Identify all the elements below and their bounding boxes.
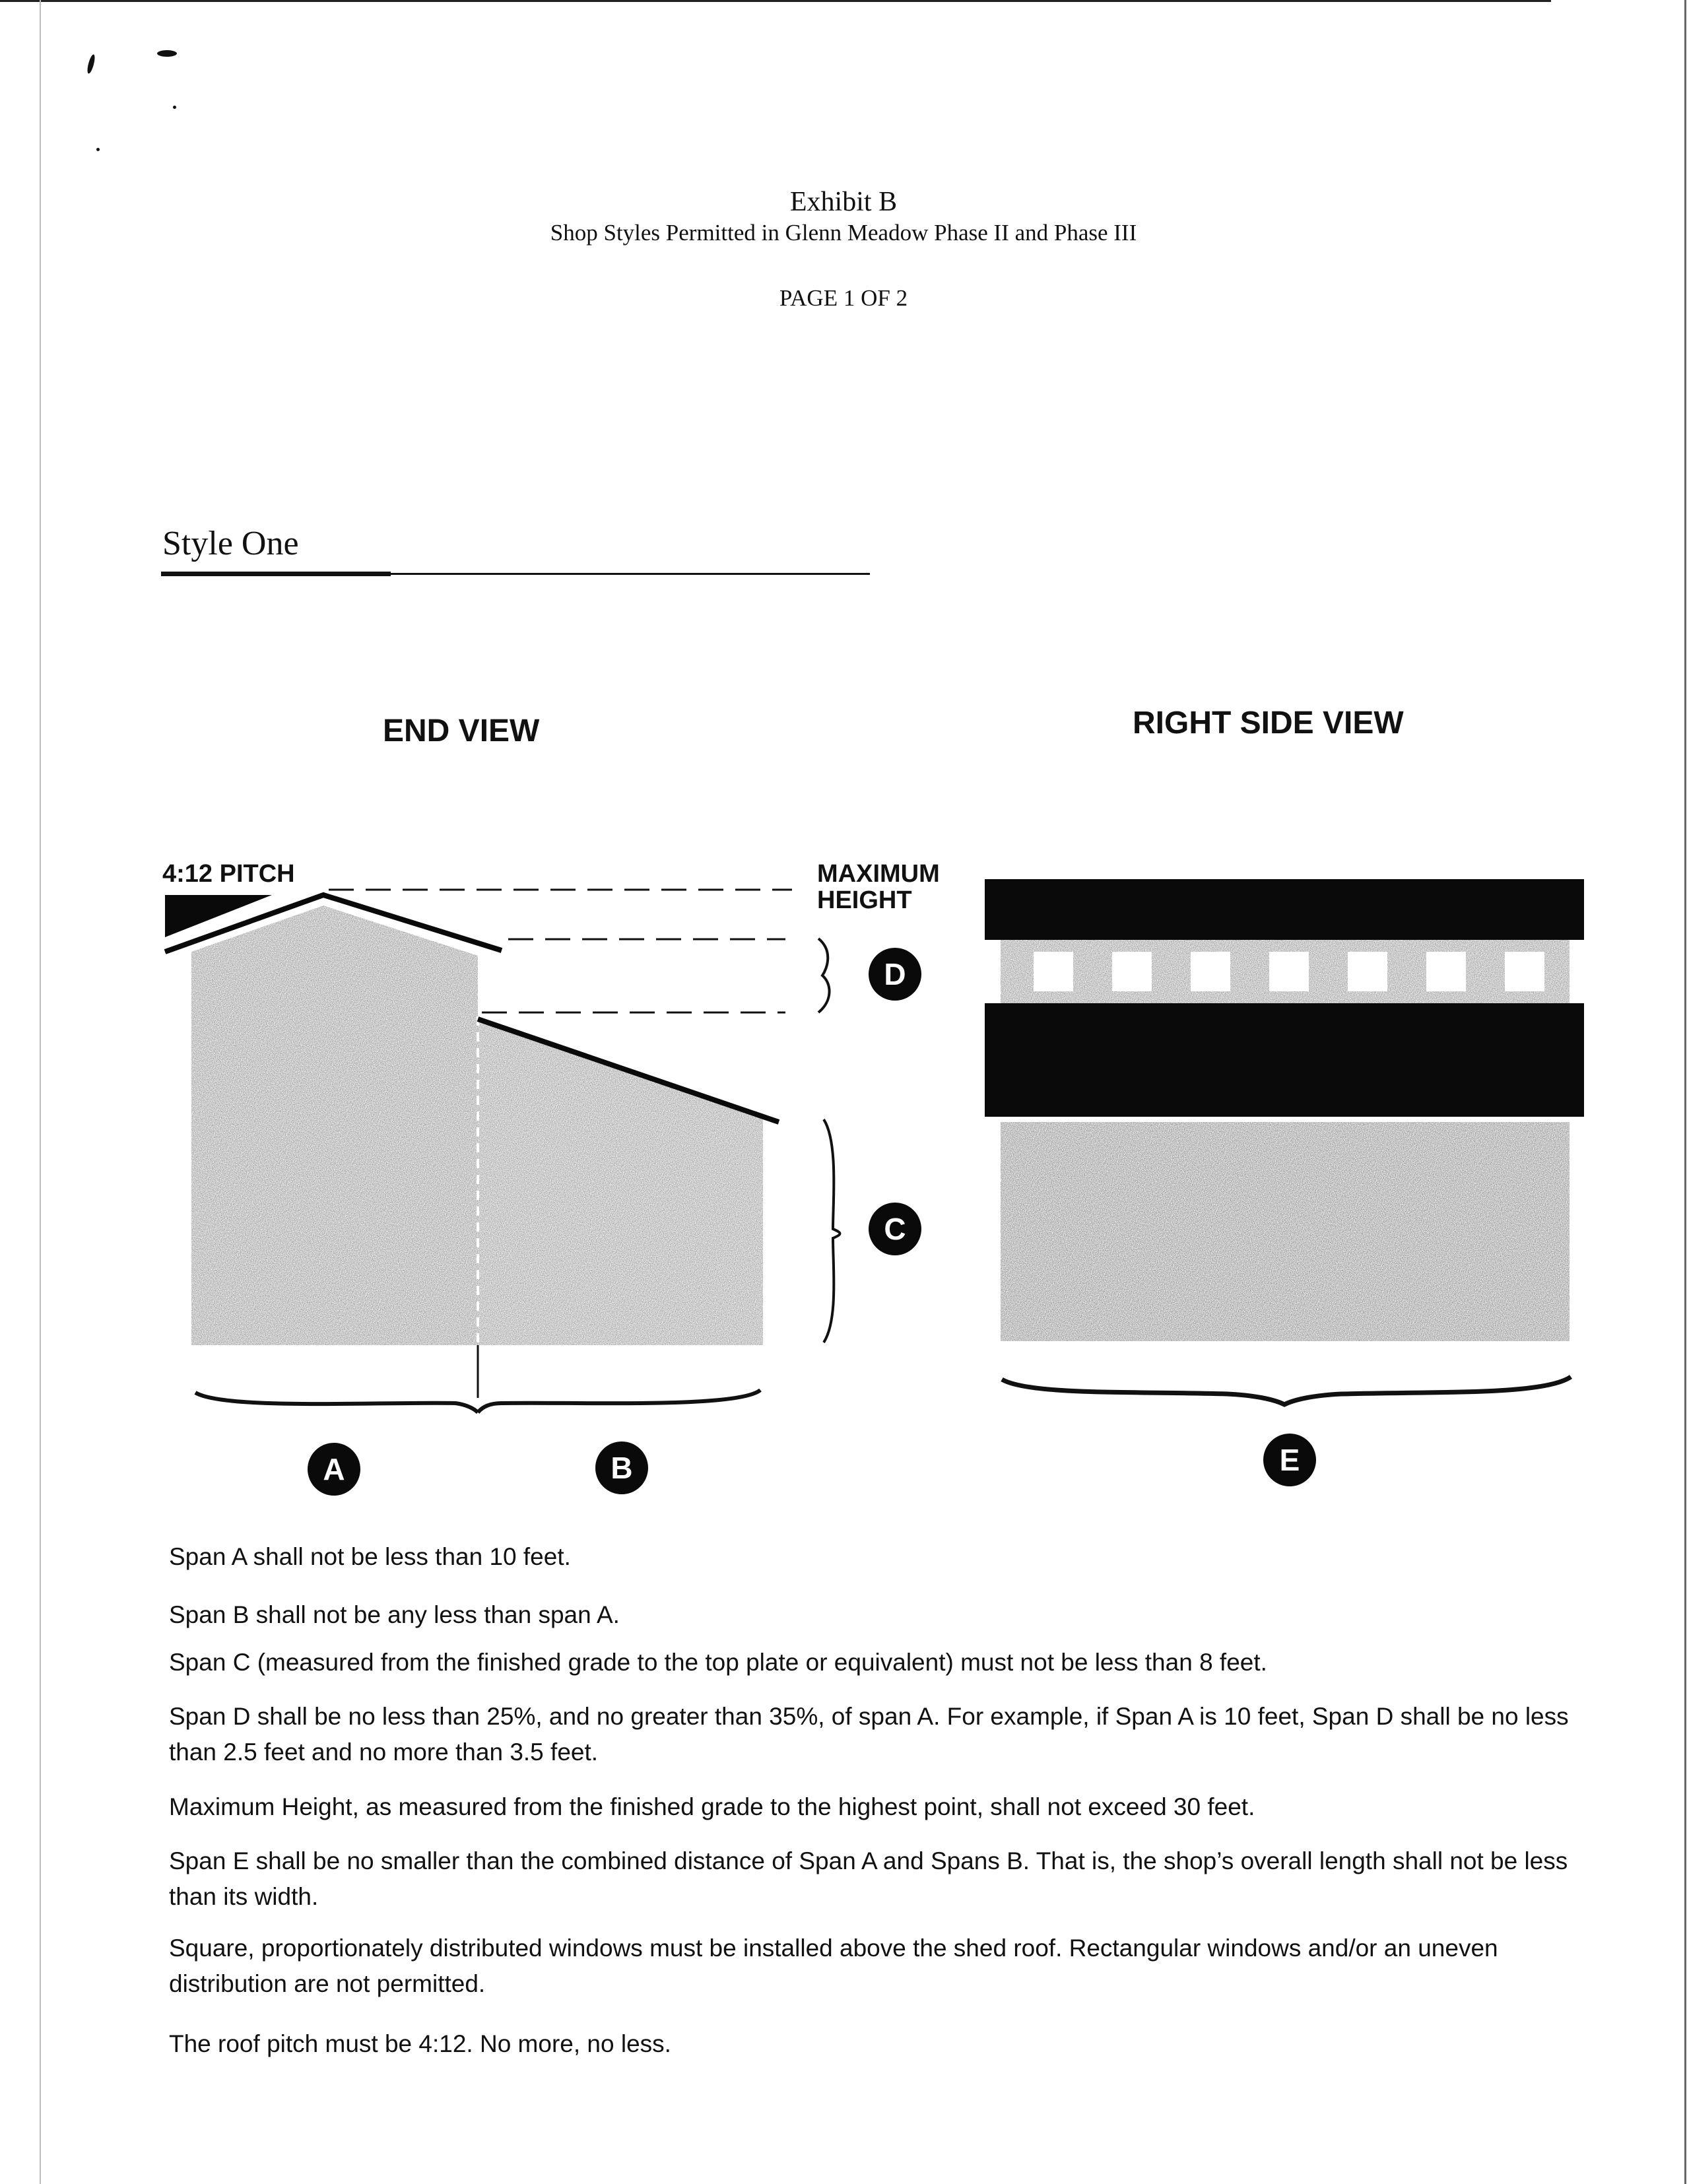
span-c-marker: C [869,1203,921,1255]
section-title: Style One [162,525,299,562]
rule-windows: Square, proportionately distributed windows must be installed above the shed roof. Rectangular windows and/or an uneven distribution are not permitted. [169,1935,1498,1997]
span-d-brace [818,939,830,1012]
clerestory-window [1348,952,1387,991]
end-view-title: END VIEW [383,713,540,748]
clerestory-window [1426,952,1466,991]
end-view-tall-wall [191,906,478,1345]
rule-span-e: Span E shall be no smaller than the combined distance of Span A and Spans B. That is, the shop’s overall length shall not be less than its width. [169,1847,1568,1910]
exhibit-title: Exhibit B [789,187,898,217]
pitch-label: 4:12 PITCH [162,860,295,888]
rule-span-b: Span B shall not be any less than span A. [169,1601,620,1628]
clerestory-window [1112,952,1152,991]
shed-roof-band [985,1003,1584,1117]
rule-roof-pitch: The roof pitch must be 4:12. No more, no less. [169,2030,671,2057]
span-a-brace [195,1393,478,1412]
span-d-marker: D [869,948,921,1001]
span-a-marker: A [308,1443,360,1496]
max-height-label-line2: HEIGHT [817,886,912,914]
span-c-brace [824,1119,840,1342]
rule-max-height: Maximum Height, as measured from the finished grade to the highest point, shall not exceed 30 feet. [169,1793,1255,1820]
rule-span-c: Span C (measured from the finished grade to the top plate or equivalent) must not be less than 8 feet. [169,1649,1267,1676]
upper-roof-band [985,879,1584,940]
rule-span-d: Span D shall be no less than 25%, and no greater than 35%, of span A. For example, if Span A is 10 feet, Span D shall be no less than 2.5 feet and no more than 3.5 feet. [169,1703,1569,1766]
side-view-title: RIGHT SIDE VIEW [1133,706,1404,741]
exhibit-subtitle: Shop Styles Permitted in Glenn Meadow Phase II and Phase III [550,220,1137,246]
max-height-label-line1: MAXIMUM [817,860,940,888]
clerestory-window [1034,952,1073,991]
page-number: PAGE 1 OF 2 [779,285,908,311]
clerestory-window [1191,952,1230,991]
clerestory-window [1269,952,1309,991]
rule-span-a: Span A shall not be less than 10 feet. [169,1543,571,1570]
side-view-wall [1001,1122,1570,1341]
span-e-brace [1002,1377,1571,1405]
span-e-marker: E [1263,1434,1316,1486]
span-b-brace [478,1390,760,1412]
max-height-label [817,861,940,913]
span-b-marker: B [595,1441,648,1494]
clerestory-window [1505,952,1544,991]
